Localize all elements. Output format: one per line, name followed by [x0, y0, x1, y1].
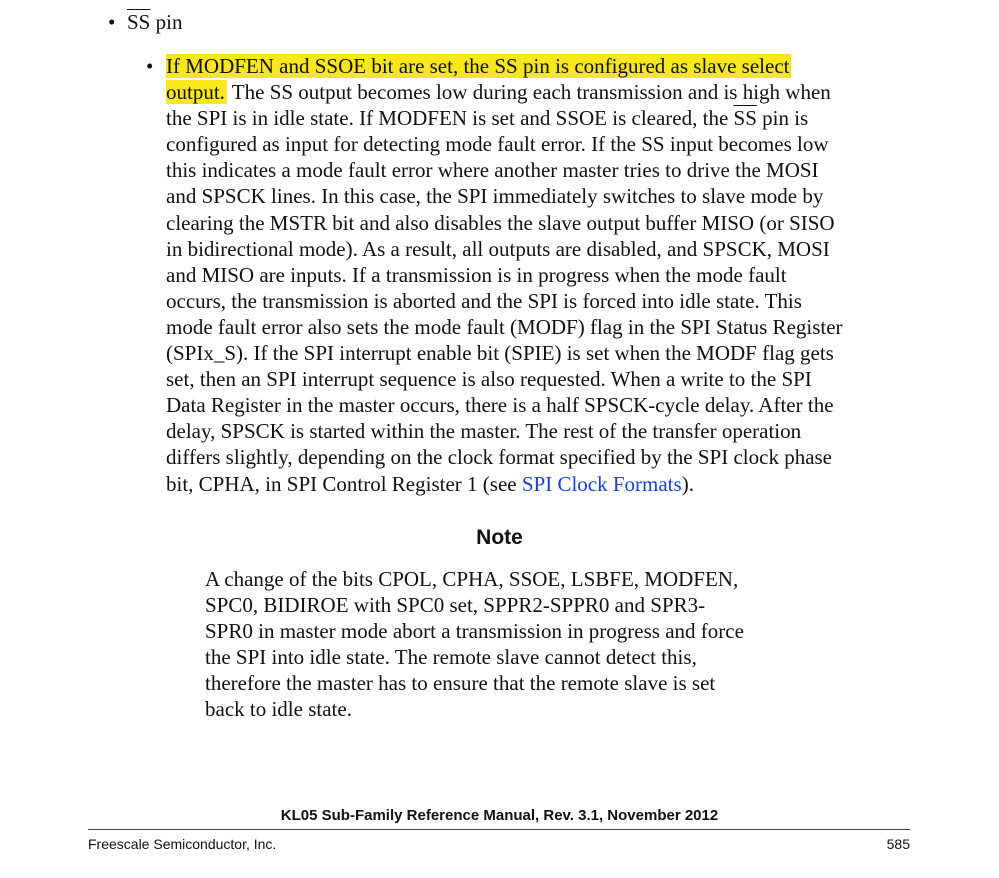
paragraph-line: and MISO are inputs. If a transmission is in progress when the mode fault — [166, 262, 787, 287]
paragraph-line — [166, 105, 906, 131]
paragraph-line: (SPIx_S). If the SPI interrupt enable bit (SPIE) is set when the MODF flag gets — [166, 341, 834, 366]
paragraph-line — [166, 53, 906, 79]
note-line: SPC0, BIDIROE with SPC0 set, SPPR2-SPPR0 and SPR3- — [205, 593, 706, 618]
ss-signal-overlined: $\overline{SS}$ — [733, 106, 757, 131]
highlighted-text: output. — [166, 80, 225, 105]
footer-manual-title: KL05 Sub-Family Reference Manual, Rev. 3.1, November 2012 — [280, 807, 719, 824]
note-line: the SPI into idle state. The remote slave cannot detect this, — [205, 645, 697, 670]
note-line: back to idle state. — [205, 697, 352, 722]
note-line: A change of the bits CPOL, CPHA, SSOE, LSBFE, MODFEN, — [205, 567, 739, 591]
paragraph-text: the SPI is in idle state. If MODFEN is set and SSOE is cleared, the — [166, 106, 734, 131]
footer-divider — [88, 829, 910, 830]
paragraph-line: clearing the MSTR bit and also disables the slave output buffer MISO (or SISO — [166, 210, 835, 235]
paragraph-text: The SS output becomes low during each transmission and is high when — [226, 80, 831, 105]
paragraph-line — [166, 471, 906, 497]
paragraph-line: mode fault error also sets the mode fault (MODF) flag in the SPI Status Register — [166, 314, 843, 339]
spi-clock-formats-link[interactable]: SPI Clock Formats — [521, 471, 682, 496]
paragraph-line — [166, 79, 906, 105]
ss-pin-description-paragraph — [166, 53, 906, 497]
paragraph-text: ). — [681, 471, 694, 496]
note-line: therefore the master has to ensure that the remote slave is set — [205, 671, 716, 696]
paragraph-text: pin is — [756, 106, 809, 131]
paragraph-line: differs slightly, depending on the clock format specified by the SPI clock phase — [166, 445, 833, 470]
page-number: 585 — [886, 836, 910, 852]
paragraph-line: and SPSCK lines. In this case, the SPI immediately switches to slave mode by — [166, 184, 824, 209]
paragraph-line: occurs, the transmission is aborted and the SPI is forced into idle state. This — [166, 288, 802, 313]
bullet-label-suffix: pin — [150, 10, 183, 34]
paragraph-line: in bidirectional mode). As a result, all outputs are disabled, and SPSCK, MOSI — [166, 236, 830, 261]
paragraph-line: configured as input for detecting mode fault error. If the SS input becomes low — [166, 132, 829, 157]
paragraph-line: Data Register in the master occurs, there is a half SPSCK-cycle delay. After the — [166, 393, 834, 418]
paragraph-line: set, then an SPI interrupt sequence is also requested. When a write to the SPI — [166, 367, 812, 392]
bullet-label — [127, 9, 182, 35]
note-heading: Note — [476, 526, 523, 549]
ss-signal-overlined: $\overline{SS}$ — [127, 10, 151, 34]
note-line: SPR0 in master mode abort a transmission in progress and force — [205, 619, 744, 644]
paragraph-line: delay, SPSCK is started within the master. The rest of the transfer operation — [166, 419, 802, 444]
highlighted-text: If MODFEN and SSOE bit are set, the SS pin is configured as slave select — [166, 54, 790, 78]
footer-company: Freescale Semiconductor, Inc. — [88, 836, 277, 852]
note-body — [205, 566, 825, 723]
bullet-marker: • — [108, 10, 116, 34]
sub-bullet-marker: • — [146, 54, 154, 78]
paragraph-line: this indicates a mode fault error where another master tries to drive the MOSI — [166, 158, 819, 183]
paragraph-text: bit, CPHA, in SPI Control Register 1 (see — [166, 471, 522, 496]
